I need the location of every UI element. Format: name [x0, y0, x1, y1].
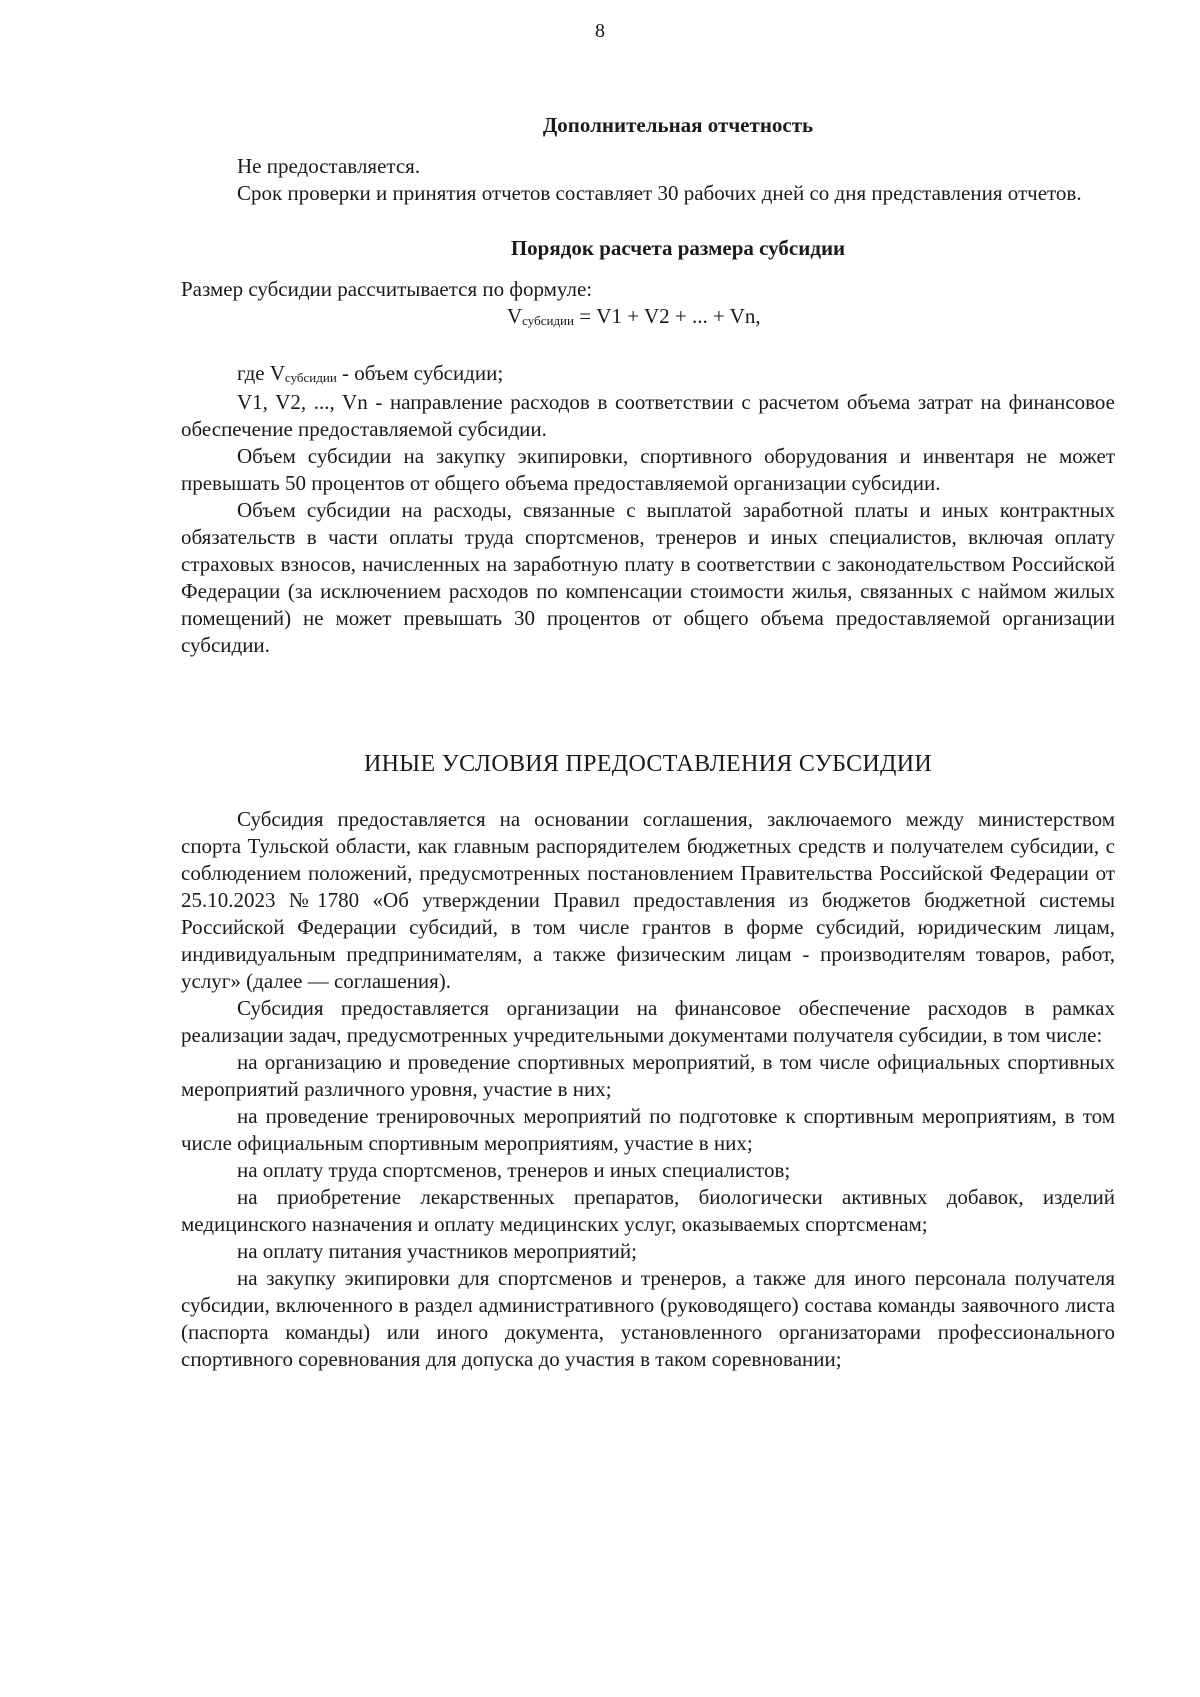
- section-title-subsidy-calculation: Порядок расчета размера субсидии: [510, 236, 846, 260]
- formula-rest: = V1 + V2 + ... + Vn,: [573, 304, 761, 328]
- document-body: [181, 112, 1115, 1373]
- list-item: на организацию и проведение спортивных мероприятий, в том числе официальных спортивных мероприятий различного уровня, участие в них;: [181, 1050, 1115, 1101]
- paragraph: Субсидия предоставляется организации на финансовое обеспечение расходов в рамках реализации задач, предусмотренных учредительными документами получателя субсидии, в том числе:: [181, 996, 1115, 1047]
- paragraph: V1, V2, ..., Vn - направление расходов в соответствии с расчетом объема затрат на финансовое обеспечение предоставляемой субсидии.: [181, 390, 1115, 441]
- paragraph: Объем субсидии на расходы, связанные с выплатой заработной платы и иных контрактных обязательств в части оплаты труда спортсменов, тренеров и иных специалистов, включая оплату страховых взносов, начисленных на заработную плату в соответствии с законодательством Российской Федерации (за исключением расходов по компенсации стоимости жилья, связанных с наймом жилых помещений) не может превышать 30 процентов от общего объема предоставляемой организации субсидии.: [181, 498, 1115, 657]
- where-subscript: субсидии: [285, 370, 337, 385]
- paragraph: Срок проверки и принятия отчетов составляет 30 рабочих дней со дня представления отчетов.: [237, 181, 1082, 205]
- formula-v: V: [507, 304, 523, 328]
- paragraph: Субсидия предоставляется на основании соглашения, заключаемого между министерством спорта Тульской области, как главным распорядителем бюджетных средств и получателем субсидии, с соблюдением положений, предусмотренных постановлением Правительства Российской Федерации от 25.10.2023 №1780 «Об утверждении Правил предоставления из бюджетов бюджетной системы Российской Федерации субсидий, в том числе грантов в форме субсидий, юридическим лицам, индивидуальным предпринимателям, а также физическим лицам - производителям товаров, работ, услуг» (далее — соглашения).: [181, 807, 1115, 993]
- page-number: 8: [595, 20, 605, 42]
- where-rest: - объем субсидии;: [336, 361, 504, 385]
- section-title-additional-reporting: Дополнительная отчетность: [542, 113, 814, 137]
- paragraph: Объем субсидии на закупку экипировки, спортивного оборудования и инвентаря не может превышать 50 процентов от общего объема предоставляемой организации субсидии.: [181, 444, 1115, 495]
- list-item: на оплату труда спортсменов, тренеров и иных специалистов;: [237, 1158, 791, 1182]
- formula-subscript: субсидии: [522, 313, 574, 328]
- list-item: на закупку экипировки для спортсменов и тренеров, а также для иного персонала получателя субсидии, включенного в раздел административного (руководящего) состава команды заявочного листа (паспорта команды) или иного документа, установленного организаторами профессионального спортивного соревнования для допуска до участия в таком соревновании;: [181, 1266, 1115, 1371]
- list-item: на приобретение лекарственных препаратов, биологически активных добавок, изделий медицинского назначения и оплату медицинских услуг, оказываемых спортсменам;: [181, 1185, 1115, 1236]
- formula-where: [181, 360, 1115, 389]
- list-item: на проведение тренировочных мероприятий по подготовке к спортивным мероприятиям, в том числе официальным спортивным мероприятиям, участие в них;: [181, 1104, 1115, 1155]
- formula-intro: Размер субсидии рассчитывается по формуле:: [181, 277, 593, 301]
- section-title-other-conditions: ИНЫЕ УСЛОВИЯ ПРЕДОСТАВЛЕНИЯ СУБСИДИИ: [364, 751, 932, 777]
- where-prefix: где V: [237, 361, 285, 385]
- formula: [181, 303, 1115, 332]
- paragraph: Не предоставляется.: [237, 154, 421, 178]
- list-item: на оплату питания участников мероприятий;: [237, 1239, 637, 1263]
